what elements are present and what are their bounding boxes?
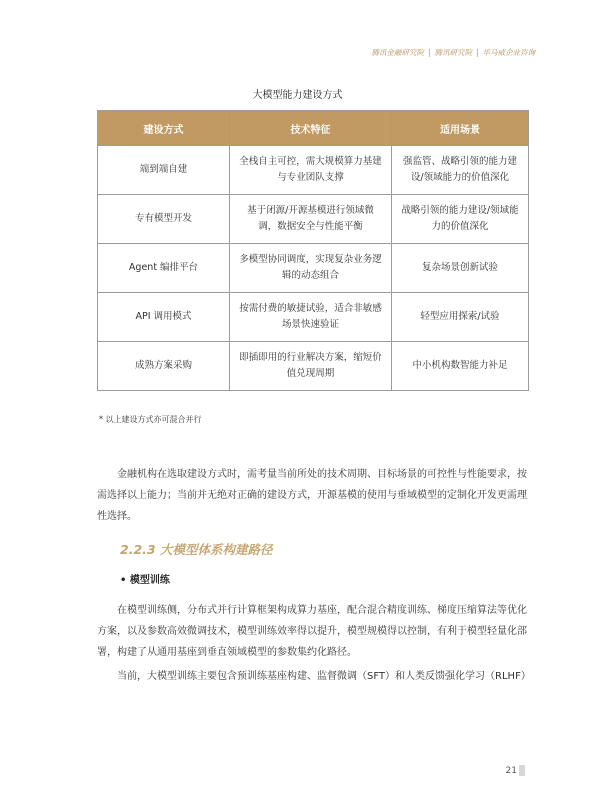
column-header-method: 建设方式 bbox=[98, 111, 230, 146]
table-cell: API 调用模式 bbox=[98, 293, 230, 342]
header-link-tencent-research: 腾讯研究院 bbox=[434, 48, 472, 57]
table-cell: 全栈自主可控，需大规模算力基建与专业团队支撑 bbox=[230, 146, 392, 195]
column-header-scenarios: 适用场景 bbox=[392, 111, 529, 146]
body-paragraph: 在模型训练侧，分布式并行计算框架构成算力基座，配合混合精度训练、梯度压缩算法等优化方案，以及参数高效微调技术，模型训练效率得以提升，模型规模得以控制，有利于模型轻量化部署，构建了从通用基座到垂直领域模型的参数集约化路径。 bbox=[97, 605, 527, 658]
table-row bbox=[98, 146, 529, 195]
table-row bbox=[98, 195, 529, 244]
table-cell: 轻型应用探索/试验 bbox=[392, 293, 529, 342]
table-row bbox=[98, 342, 529, 391]
header-link-kpmg: 毕马威企业咨询 bbox=[482, 48, 535, 57]
header-separator: | bbox=[427, 48, 431, 57]
table-cell: 复杂场景创新试验 bbox=[392, 244, 529, 293]
body-paragraph: 金融机构在选取建设方式时，需考量当前所处的技术周期、目标场景的可控性与性能要求，按需选择以上能力；当前并无绝对正确的建设方式，开源基模的使用与垂域模型的定制化开发更需理性选择。 bbox=[97, 469, 527, 522]
header-separator: | bbox=[475, 48, 479, 57]
body-paragraph: 当前，大模型训练主要包含预训练基座构建、监督微调（SFT）和人类反馈强化学习（RLHF） bbox=[117, 671, 531, 682]
table-row bbox=[98, 244, 529, 293]
table-cell: 专有模型开发 bbox=[98, 195, 230, 244]
table-cell: 多模型协同调度，实现复杂业务逻辑的动态组合 bbox=[230, 244, 392, 293]
table-cell: 强监管、战略引领的能力建设/领域能力的价值深化 bbox=[392, 146, 529, 195]
table-header-row bbox=[98, 111, 529, 146]
page-number bbox=[506, 765, 525, 776]
column-header-features: 技术特征 bbox=[230, 111, 392, 146]
table-cell: 按需付费的敏捷试验，适合非敏感场景快速验证 bbox=[230, 293, 392, 342]
header-link-tencent-finance: 腾讯金融研究院 bbox=[371, 48, 424, 57]
table-cell: 即插即用的行业解决方案，缩短价值兑现周期 bbox=[230, 342, 392, 391]
table-cell: 端到端自建 bbox=[98, 146, 230, 195]
table-cell: 基于闭源/开源基模进行领域微调，数据安全与性能平衡 bbox=[230, 195, 392, 244]
table-footnote: * 以上建设方式亦可混合并行 bbox=[99, 415, 202, 424]
page-corner-mark bbox=[519, 765, 525, 776]
page-number-text: 21 bbox=[505, 766, 517, 776]
table-cell: 战略引领的能力建设/领域能力的价值深化 bbox=[392, 195, 529, 244]
section-heading: 2.2.3 大模型体系构建路径 bbox=[120, 542, 273, 557]
table-title: 大模型能力建设方式 bbox=[252, 90, 343, 101]
table-row bbox=[98, 293, 529, 342]
build-methods-table bbox=[97, 110, 529, 391]
header-links bbox=[371, 47, 535, 58]
table-cell: 成熟方案采购 bbox=[98, 342, 230, 391]
bullet-heading: • 模型训练 bbox=[120, 575, 170, 586]
table-cell: 中小机构数智能力补足 bbox=[392, 342, 529, 391]
table-cell: Agent 编排平台 bbox=[98, 244, 230, 293]
